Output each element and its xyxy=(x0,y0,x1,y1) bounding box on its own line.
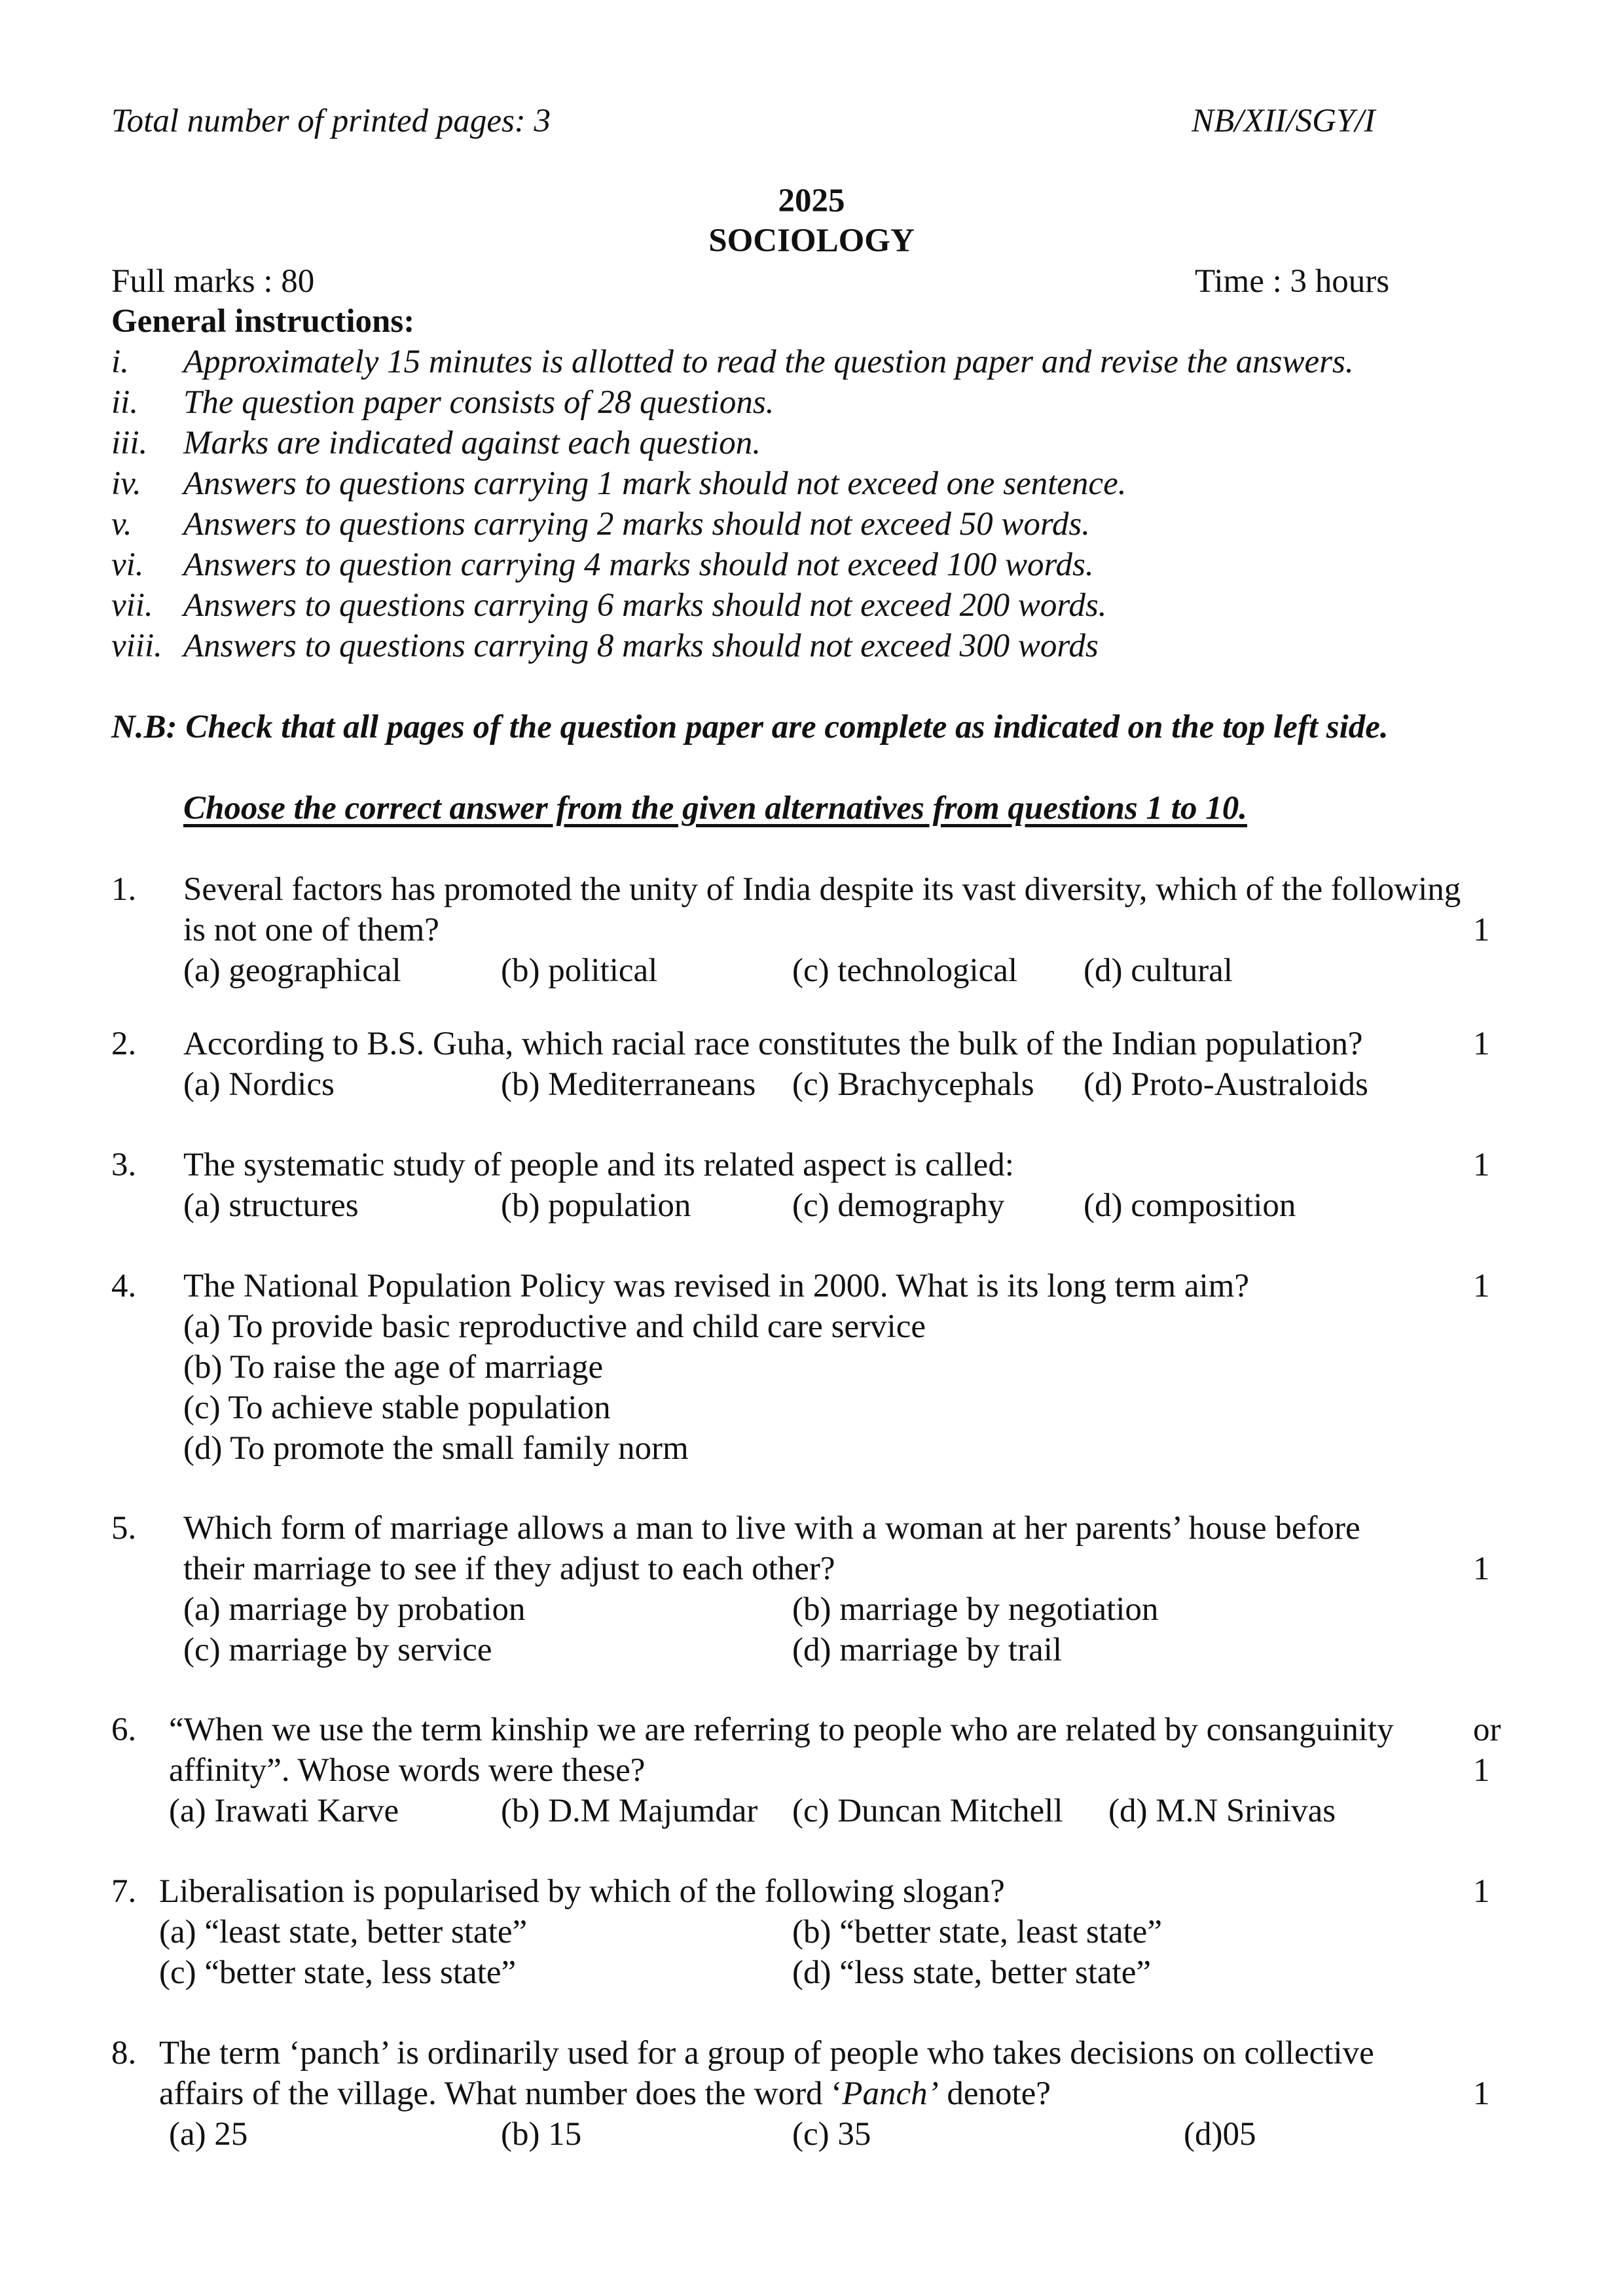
instruction-roman: viii. xyxy=(111,628,162,664)
question-number: 1. xyxy=(111,871,137,908)
option: (a) Nordics xyxy=(183,1066,335,1103)
instruction-roman: iii. xyxy=(111,425,148,461)
instruction-text: Answers to questions carrying 2 marks should not exceed 50 words. xyxy=(183,506,1090,543)
question-text: The National Population Policy was revised in 2000. What is its long term aim? xyxy=(183,1268,1249,1304)
option: (b) 15 xyxy=(501,2116,582,2153)
option: (d) “less state, better state” xyxy=(792,1954,1152,1991)
option: (c) technological xyxy=(792,952,1018,989)
question-text: According to B.S. Guha, which racial race constitutes the bulk of the Indian population? xyxy=(183,1026,1363,1062)
question-text: Which form of marriage allows a man to live with a woman at her parents’ house before xyxy=(183,1510,1360,1547)
question-text: The term ‘panch’ is ordinarily used for a group of people who takes decisions on collective xyxy=(159,2035,1374,2072)
option: (a) structures xyxy=(183,1187,359,1224)
instruction-roman: vi. xyxy=(111,547,144,583)
option: (d) M.N Srinivas xyxy=(1108,1793,1336,1829)
option: (d) To promote the small family norm xyxy=(183,1430,689,1467)
option: (d) marriage by trail xyxy=(792,1632,1063,1668)
question-marks: 1 xyxy=(1473,912,1490,948)
option: (a) Irawati Karve xyxy=(169,1793,399,1829)
question-text: their marriage to see if they adjust to each other? xyxy=(183,1551,835,1587)
question-number: 5. xyxy=(111,1510,137,1547)
question-text-part: denote? xyxy=(938,2075,1051,2112)
instruction-text: Answers to questions carrying 8 marks should not exceed 300 words xyxy=(183,628,1099,664)
option: (a) marriage by probation xyxy=(183,1591,526,1628)
full-marks: Full marks : 80 xyxy=(111,263,315,300)
option: (d) Proto-Australoids xyxy=(1084,1066,1368,1103)
question-text xyxy=(159,2077,1051,2111)
instruction-text: Answers to questions carrying 6 marks should not exceed 200 words. xyxy=(183,587,1107,624)
question-number: 7. xyxy=(111,1873,137,1910)
option: (c) 35 xyxy=(792,2116,871,2153)
option: (b) “better state, least state” xyxy=(792,1914,1162,1950)
option: (c) demography xyxy=(792,1187,1005,1224)
question-text: “When we use the term kinship we are referring to people who are related by consanguinity xyxy=(169,1712,1394,1748)
question-number: 3. xyxy=(111,1147,137,1183)
option: (a) geographical xyxy=(183,952,401,989)
option: (b) population xyxy=(501,1187,691,1224)
question-text: The systematic study of people and its related aspect is called: xyxy=(183,1147,1014,1183)
question-text: Several factors has promoted the unity of India despite its vast diversity, which of the following xyxy=(183,871,1461,908)
option: (a) “least state, better state” xyxy=(159,1914,528,1950)
exam-year: 2025 xyxy=(778,183,845,219)
instruction-roman: iv. xyxy=(111,465,141,502)
instruction-text: Answers to questions carrying 1 mark should not exceed one sentence. xyxy=(183,465,1127,502)
question-text: is not one of them? xyxy=(183,912,439,948)
option: (b) marriage by negotiation xyxy=(792,1591,1159,1628)
question-number: 4. xyxy=(111,1268,137,1304)
option: (c) To achieve stable population xyxy=(183,1390,611,1426)
instruction-text: The question paper consists of 28 questions. xyxy=(183,384,775,421)
instruction-text: Approximately 15 minutes is allotted to read the question paper and revise the answers. xyxy=(183,344,1354,380)
option: (c) Brachycephals xyxy=(792,1066,1034,1103)
question-text-part: affairs of the village. What number does the word ‘ xyxy=(159,2075,843,2112)
question-marks: 1 xyxy=(1473,1873,1490,1910)
option: (a) 25 xyxy=(169,2116,248,2153)
option: (b) Mediterraneans xyxy=(501,1066,756,1103)
option: (d) cultural xyxy=(1084,952,1233,989)
option: (a) To provide basic reproductive and child care service xyxy=(183,1308,926,1345)
question-marks: 1 xyxy=(1473,2075,1490,2112)
nb-note: N.B: Check that all pages of the question paper are complete as indicated on the top left side. xyxy=(111,709,1389,745)
printed-pages-note: Total number of printed pages: 3 xyxy=(111,103,551,139)
instruction-text: Answers to question carrying 4 marks should not exceed 100 words. xyxy=(183,547,1094,583)
option: (b) D.M Majumdar xyxy=(501,1793,758,1829)
instruction-roman: v. xyxy=(111,506,132,543)
question-marks: 1 xyxy=(1473,1268,1490,1304)
option: (c) Duncan Mitchell xyxy=(792,1793,1063,1829)
question-text-end: or xyxy=(1473,1712,1501,1748)
question-number: 6. xyxy=(111,1712,137,1748)
paper-code: NB/XII/SGY/I xyxy=(1192,103,1376,139)
instruction-roman: i. xyxy=(111,344,129,380)
question-marks: 1 xyxy=(1473,1026,1490,1062)
option: (c) marriage by service xyxy=(183,1632,492,1668)
option: (c) “better state, less state” xyxy=(159,1954,517,1991)
option: (d) composition xyxy=(1084,1187,1296,1224)
panch-term: Panch’ xyxy=(842,2075,939,2112)
question-text: affinity”. Whose words were these? xyxy=(169,1752,646,1789)
question-marks: 1 xyxy=(1473,1752,1490,1789)
instructions-heading: General instructions: xyxy=(111,303,415,340)
exam-subject: SOCIOLOGY xyxy=(708,223,915,259)
instruction-text: Marks are indicated against each question. xyxy=(183,425,761,461)
section-heading: Choose the correct answer from the given alternatives from questions 1 to 10. xyxy=(183,790,1247,827)
option: (b) political xyxy=(501,952,658,989)
exam-time: Time : 3 hours xyxy=(1195,263,1390,300)
option: (d)05 xyxy=(1184,2116,1256,2153)
question-marks: 1 xyxy=(1473,1147,1490,1183)
option: (b) To raise the age of marriage xyxy=(183,1349,604,1386)
question-number: 8. xyxy=(111,2035,137,2072)
instruction-roman: vii. xyxy=(111,587,153,624)
question-text: Liberalisation is popularised by which of the following slogan? xyxy=(159,1873,1005,1910)
question-marks: 1 xyxy=(1473,1551,1490,1587)
instruction-roman: ii. xyxy=(111,384,139,421)
question-number: 2. xyxy=(111,1026,137,1062)
